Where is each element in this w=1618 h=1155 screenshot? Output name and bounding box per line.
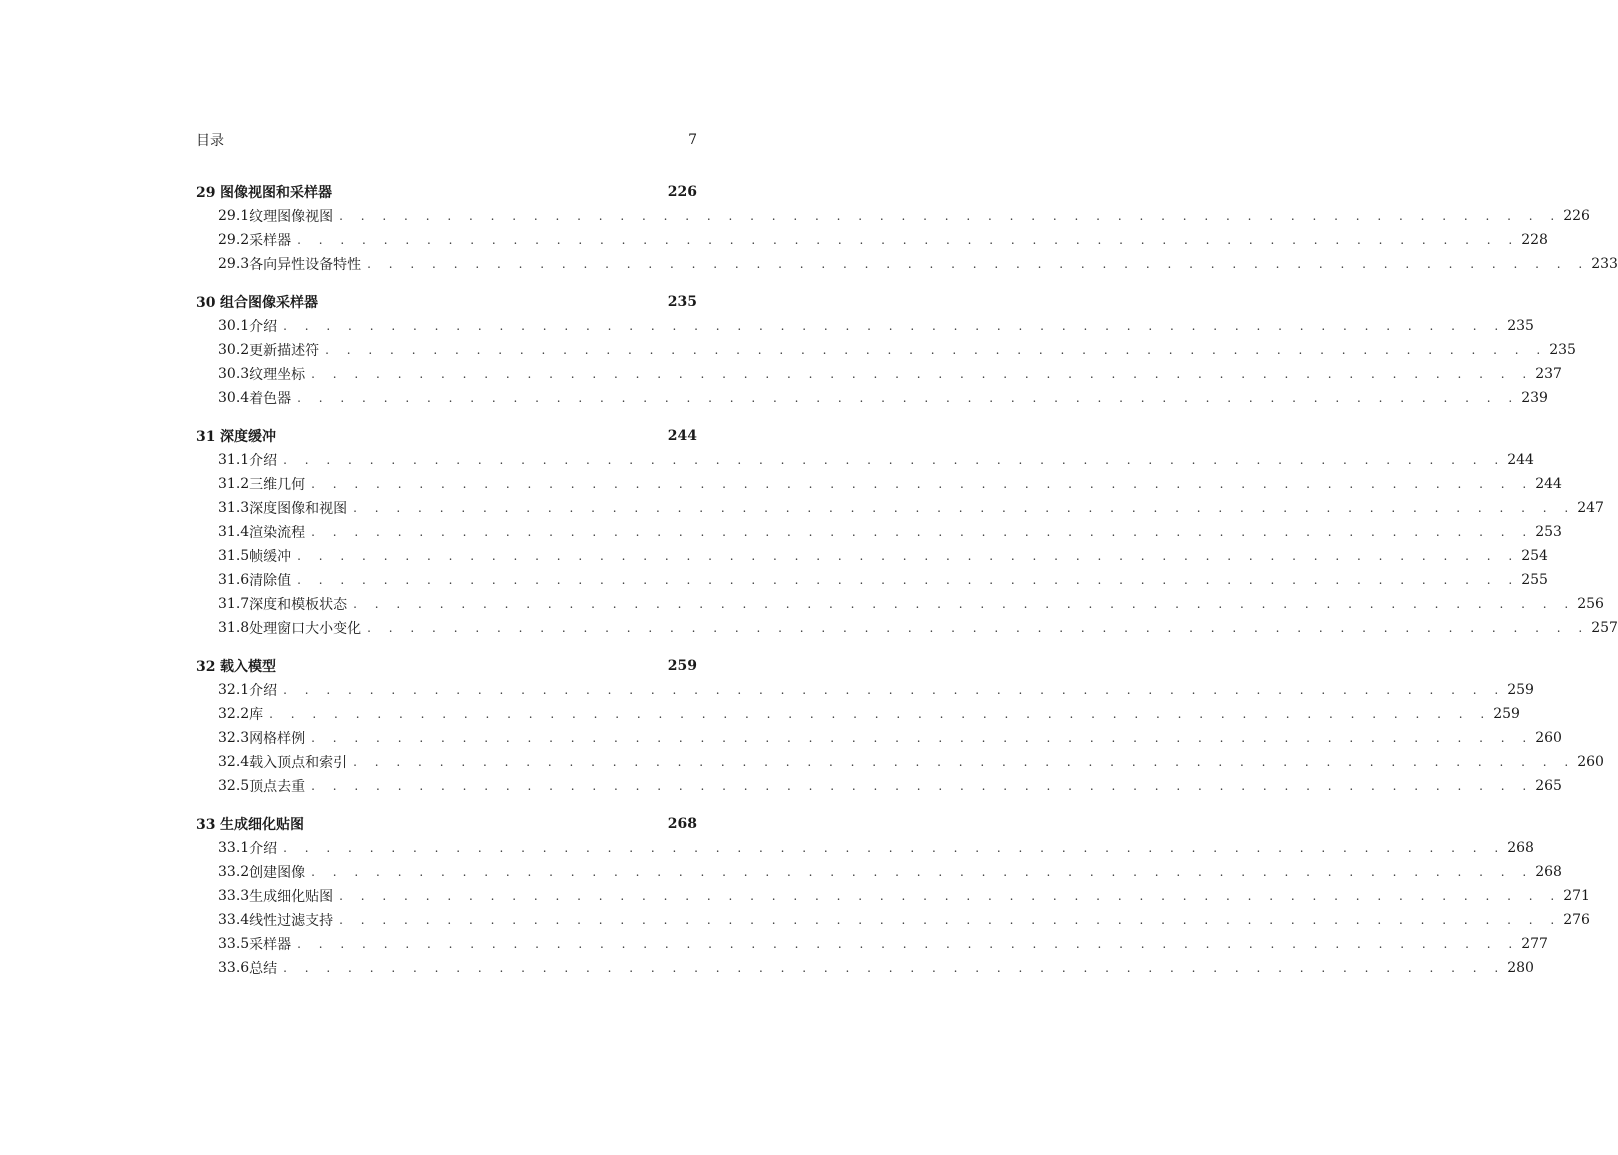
section-page: 271 <box>1563 888 1590 904</box>
section-page: 233 <box>1591 256 1618 272</box>
section-entry[interactable] <box>196 908 1590 932</box>
section-page: 280 <box>1507 960 1534 976</box>
section-page: 228 <box>1521 232 1548 248</box>
dot-leader: . . . . . . . . . . . . . . . . . . . . . . . . . . . . . . . . . . . . . . . . . . . . . . . . . . . . . . . . . <box>311 779 1534 793</box>
section-entry[interactable] <box>196 956 1534 980</box>
section-number: 31.2 <box>218 476 250 492</box>
dot-leader: . . . . . . . . . . . . . . . . . . . . . . . . . . . . . . . . . . . . . . . . . . . . . . . . . . . . . . . . . <box>297 233 1520 247</box>
section-page: 257 <box>1591 620 1618 636</box>
section-number: 30.4 <box>218 390 250 406</box>
dot-leader: . . . . . . . . . . . . . . . . . . . . . . . . . . . . . . . . . . . . . . . . . . . . . . . . . . . . . . . . . <box>311 865 1534 879</box>
dot-leader: . . . . . . . . . . . . . . . . . . . . . . . . . . . . . . . . . . . . . . . . . . . . . . . . . . . . . . . . . <box>297 549 1520 563</box>
chapter-number: 33 <box>196 817 216 833</box>
dot-leader: . . . . . . . . . . . . . . . . . . . . . . . . . . . . . . . . . . . . . . . . . . . . . . . . . . . . . . . . . <box>367 257 1590 271</box>
section-entry[interactable] <box>196 932 1548 956</box>
section-title: 创建图像 <box>249 865 306 881</box>
section-entry[interactable] <box>196 702 1520 726</box>
section-entry[interactable] <box>196 338 1576 362</box>
section-number: 30.2 <box>218 342 250 358</box>
chapter-entry[interactable] <box>196 424 697 448</box>
section-page: 244 <box>1535 476 1562 492</box>
section-page: 260 <box>1535 730 1562 746</box>
chapter-title: 生成细化贴图 <box>220 817 304 833</box>
section-page: 239 <box>1521 390 1548 406</box>
section-entry[interactable] <box>196 750 1604 774</box>
section-number: 32.5 <box>218 778 250 794</box>
dot-leader: . . . . . . . . . . . . . . . . . . . . . . . . . . . . . . . . . . . . . . . . . . . . . . . . . . . . . . . . . <box>325 343 1548 357</box>
section-title: 帧缓冲 <box>249 549 292 565</box>
chapter-number: 32 <box>196 659 216 675</box>
dot-leader: . . . . . . . . . . . . . . . . . . . . . . . . . . . . . . . . . . . . . . . . . . . . . . . . . . . . . . . . . <box>283 961 1506 975</box>
dot-leader: . . . . . . . . . . . . . . . . . . . . . . . . . . . . . . . . . . . . . . . . . . . . . . . . . . . . . . . . . <box>353 597 1576 611</box>
chapter-page: 235 <box>667 294 697 310</box>
section-number: 29.3 <box>218 256 250 272</box>
section-title: 采样器 <box>249 937 292 953</box>
section-number: 31.3 <box>218 500 250 516</box>
section-number: 32.4 <box>218 754 250 770</box>
toc-chapter <box>196 424 1618 640</box>
toc-chapter <box>196 290 1576 410</box>
section-number: 33.1 <box>218 840 250 856</box>
dot-leader: . . . . . . . . . . . . . . . . . . . . . . . . . . . . . . . . . . . . . . . . . . . . . . . . . . . . . . . . . <box>311 477 1534 491</box>
section-page: 244 <box>1507 452 1534 468</box>
section-number: 29.2 <box>218 232 250 248</box>
section-title: 介绍 <box>249 319 278 335</box>
section-number: 31.8 <box>218 620 250 636</box>
section-number: 31.6 <box>218 572 250 588</box>
section-title: 更新描述符 <box>249 343 320 359</box>
section-title: 顶点去重 <box>249 779 306 795</box>
chapter-heading <box>196 292 318 312</box>
chapter-page: 244 <box>667 428 697 444</box>
section-title: 纹理图像视图 <box>249 209 334 225</box>
dot-leader: . . . . . . . . . . . . . . . . . . . . . . . . . . . . . . . . . . . . . . . . . . . . . . . . . . . . . . . . . <box>283 683 1506 697</box>
section-title: 载入顶点和索引 <box>249 755 348 771</box>
section-entry[interactable] <box>196 362 1562 386</box>
section-number: 33.2 <box>218 864 250 880</box>
dot-leader: . . . . . . . . . . . . . . . . . . . . . . . . . . . . . . . . . . . . . . . . . . . . . . . . . . . . . . . . . <box>311 525 1534 539</box>
section-entry[interactable] <box>196 860 1562 884</box>
section-title: 着色器 <box>249 391 292 407</box>
section-entry[interactable] <box>196 314 1534 338</box>
section-title: 深度图像和视图 <box>249 501 348 517</box>
section-title: 生成细化贴图 <box>249 889 334 905</box>
section-title: 清除值 <box>249 573 292 589</box>
section-number: 33.5 <box>218 936 250 952</box>
section-title: 介绍 <box>249 453 278 469</box>
chapter-entry[interactable] <box>196 180 697 204</box>
section-title: 渲染流程 <box>249 525 306 541</box>
chapter-entry[interactable] <box>196 290 697 314</box>
section-entry[interactable] <box>196 386 1548 410</box>
dot-leader: . . . . . . . . . . . . . . . . . . . . . . . . . . . . . . . . . . . . . . . . . . . . . . . . . . . . . . . . . <box>339 913 1562 927</box>
chapter-heading <box>196 814 304 834</box>
section-entry[interactable] <box>196 884 1590 908</box>
section-title: 处理窗口大小变化 <box>249 621 362 637</box>
chapter-heading <box>196 426 276 446</box>
table-of-contents <box>196 180 1618 994</box>
section-entry[interactable] <box>196 448 1534 472</box>
section-page: 253 <box>1535 524 1562 540</box>
section-entry[interactable] <box>196 228 1548 252</box>
section-page: 259 <box>1493 706 1520 722</box>
chapter-page: 259 <box>667 658 697 674</box>
section-title: 三维几何 <box>249 477 306 493</box>
chapter-number: 30 <box>196 295 216 311</box>
section-title: 深度和模板状态 <box>249 597 348 613</box>
section-entry[interactable] <box>196 774 1562 798</box>
section-page: 265 <box>1535 778 1562 794</box>
toc-chapter <box>196 812 1590 980</box>
section-entry[interactable] <box>196 252 1618 276</box>
section-page: 277 <box>1521 936 1548 952</box>
section-page: 268 <box>1535 864 1562 880</box>
dot-leader: . . . . . . . . . . . . . . . . . . . . . . . . . . . . . . . . . . . . . . . . . . . . . . . . . . . . . . . . . <box>283 841 1506 855</box>
chapter-title: 载入模型 <box>220 659 276 675</box>
section-page: 255 <box>1521 572 1548 588</box>
section-entry[interactable] <box>196 204 1590 228</box>
dot-leader: . . . . . . . . . . . . . . . . . . . . . . . . . . . . . . . . . . . . . . . . . . . . . . . . . . . . . . . . . <box>311 367 1534 381</box>
section-number: 32.1 <box>218 682 250 698</box>
section-entry[interactable] <box>196 836 1534 860</box>
running-header <box>196 130 697 150</box>
section-page: 260 <box>1577 754 1604 770</box>
chapter-title: 组合图像采样器 <box>220 295 318 311</box>
section-title: 线性过滤支持 <box>249 913 334 929</box>
section-title: 各向异性设备特性 <box>249 257 362 273</box>
dot-leader: . . . . . . . . . . . . . . . . . . . . . . . . . . . . . . . . . . . . . . . . . . . . . . . . . . . . . . . . . <box>297 391 1520 405</box>
section-page: 247 <box>1577 500 1604 516</box>
section-title: 采样器 <box>249 233 292 249</box>
section-number: 29.1 <box>218 208 250 224</box>
section-title: 纹理坐标 <box>249 367 306 383</box>
dot-leader: . . . . . . . . . . . . . . . . . . . . . . . . . . . . . . . . . . . . . . . . . . . . . . . . . . . . . . . . . <box>311 731 1534 745</box>
dot-leader: . . . . . . . . . . . . . . . . . . . . . . . . . . . . . . . . . . . . . . . . . . . . . . . . . . . . . . . . . <box>283 453 1506 467</box>
dot-leader: . . . . . . . . . . . . . . . . . . . . . . . . . . . . . . . . . . . . . . . . . . . . . . . . . . . . . . . . . <box>353 755 1576 769</box>
section-number: 33.6 <box>218 960 250 976</box>
chapter-page: 226 <box>667 184 697 200</box>
section-title: 介绍 <box>249 683 278 699</box>
section-title: 库 <box>249 707 264 723</box>
chapter-entry[interactable] <box>196 654 697 678</box>
section-page: 254 <box>1521 548 1548 564</box>
section-number: 33.3 <box>218 888 250 904</box>
section-title: 介绍 <box>249 841 278 857</box>
section-page: 268 <box>1507 840 1534 856</box>
section-page: 237 <box>1535 366 1562 382</box>
section-entry[interactable] <box>196 544 1548 568</box>
section-entry[interactable] <box>196 496 1604 520</box>
section-title: 网格样例 <box>249 731 306 747</box>
section-entry[interactable] <box>196 616 1618 640</box>
chapter-number: 31 <box>196 429 216 445</box>
dot-leader: . . . . . . . . . . . . . . . . . . . . . . . . . . . . . . . . . . . . . . . . . . . . . . . . . . . . . . . . . <box>353 501 1576 515</box>
chapter-entry[interactable] <box>196 812 697 836</box>
section-number: 30.3 <box>218 366 250 382</box>
section-page: 259 <box>1507 682 1534 698</box>
header-title: 目录 <box>196 133 224 149</box>
section-number: 31.7 <box>218 596 250 612</box>
chapter-number: 29 <box>196 185 216 201</box>
section-title: 总结 <box>249 961 278 977</box>
chapter-title: 深度缓冲 <box>220 429 276 445</box>
chapter-heading <box>196 656 276 676</box>
dot-leader: . . . . . . . . . . . . . . . . . . . . . . . . . . . . . . . . . . . . . . . . . . . . . . . . . . . . . . . . . <box>339 209 1562 223</box>
dot-leader: . . . . . . . . . . . . . . . . . . . . . . . . . . . . . . . . . . . . . . . . . . . . . . . . . . . . . . . . . <box>339 889 1562 903</box>
section-entry[interactable] <box>196 472 1562 496</box>
section-number: 31.5 <box>218 548 250 564</box>
chapter-title: 图像视图和采样器 <box>220 185 332 201</box>
toc-chapter <box>196 654 1604 798</box>
section-number: 31.4 <box>218 524 250 540</box>
dot-leader: . . . . . . . . . . . . . . . . . . . . . . . . . . . . . . . . . . . . . . . . . . . . . . . . . . . . . . . . . <box>297 573 1520 587</box>
section-number: 31.1 <box>218 452 250 468</box>
toc-chapter <box>196 180 1618 276</box>
header-page-number: 7 <box>688 132 697 148</box>
section-entry[interactable] <box>196 568 1548 592</box>
section-entry[interactable] <box>196 678 1534 702</box>
dot-leader: . . . . . . . . . . . . . . . . . . . . . . . . . . . . . . . . . . . . . . . . . . . . . . . . . . . . . . . . . <box>367 621 1590 635</box>
section-page: 226 <box>1563 208 1590 224</box>
chapter-heading <box>196 182 332 202</box>
section-number: 30.1 <box>218 318 250 334</box>
dot-leader: . . . . . . . . . . . . . . . . . . . . . . . . . . . . . . . . . . . . . . . . . . . . . . . . . . . . . . . . . <box>297 937 1520 951</box>
section-page: 276 <box>1563 912 1590 928</box>
section-number: 32.2 <box>218 706 250 722</box>
section-entry[interactable] <box>196 520 1562 544</box>
dot-leader: . . . . . . . . . . . . . . . . . . . . . . . . . . . . . . . . . . . . . . . . . . . . . . . . . . . . . . . . . <box>283 319 1506 333</box>
section-number: 33.4 <box>218 912 250 928</box>
chapter-page: 268 <box>667 816 697 832</box>
section-entry[interactable] <box>196 592 1604 616</box>
section-page: 235 <box>1507 318 1534 334</box>
dot-leader: . . . . . . . . . . . . . . . . . . . . . . . . . . . . . . . . . . . . . . . . . . . . . . . . . . . . . . . . . <box>269 707 1492 721</box>
section-entry[interactable] <box>196 726 1562 750</box>
section-number: 32.3 <box>218 730 250 746</box>
section-page: 256 <box>1577 596 1604 612</box>
section-page: 235 <box>1549 342 1576 358</box>
